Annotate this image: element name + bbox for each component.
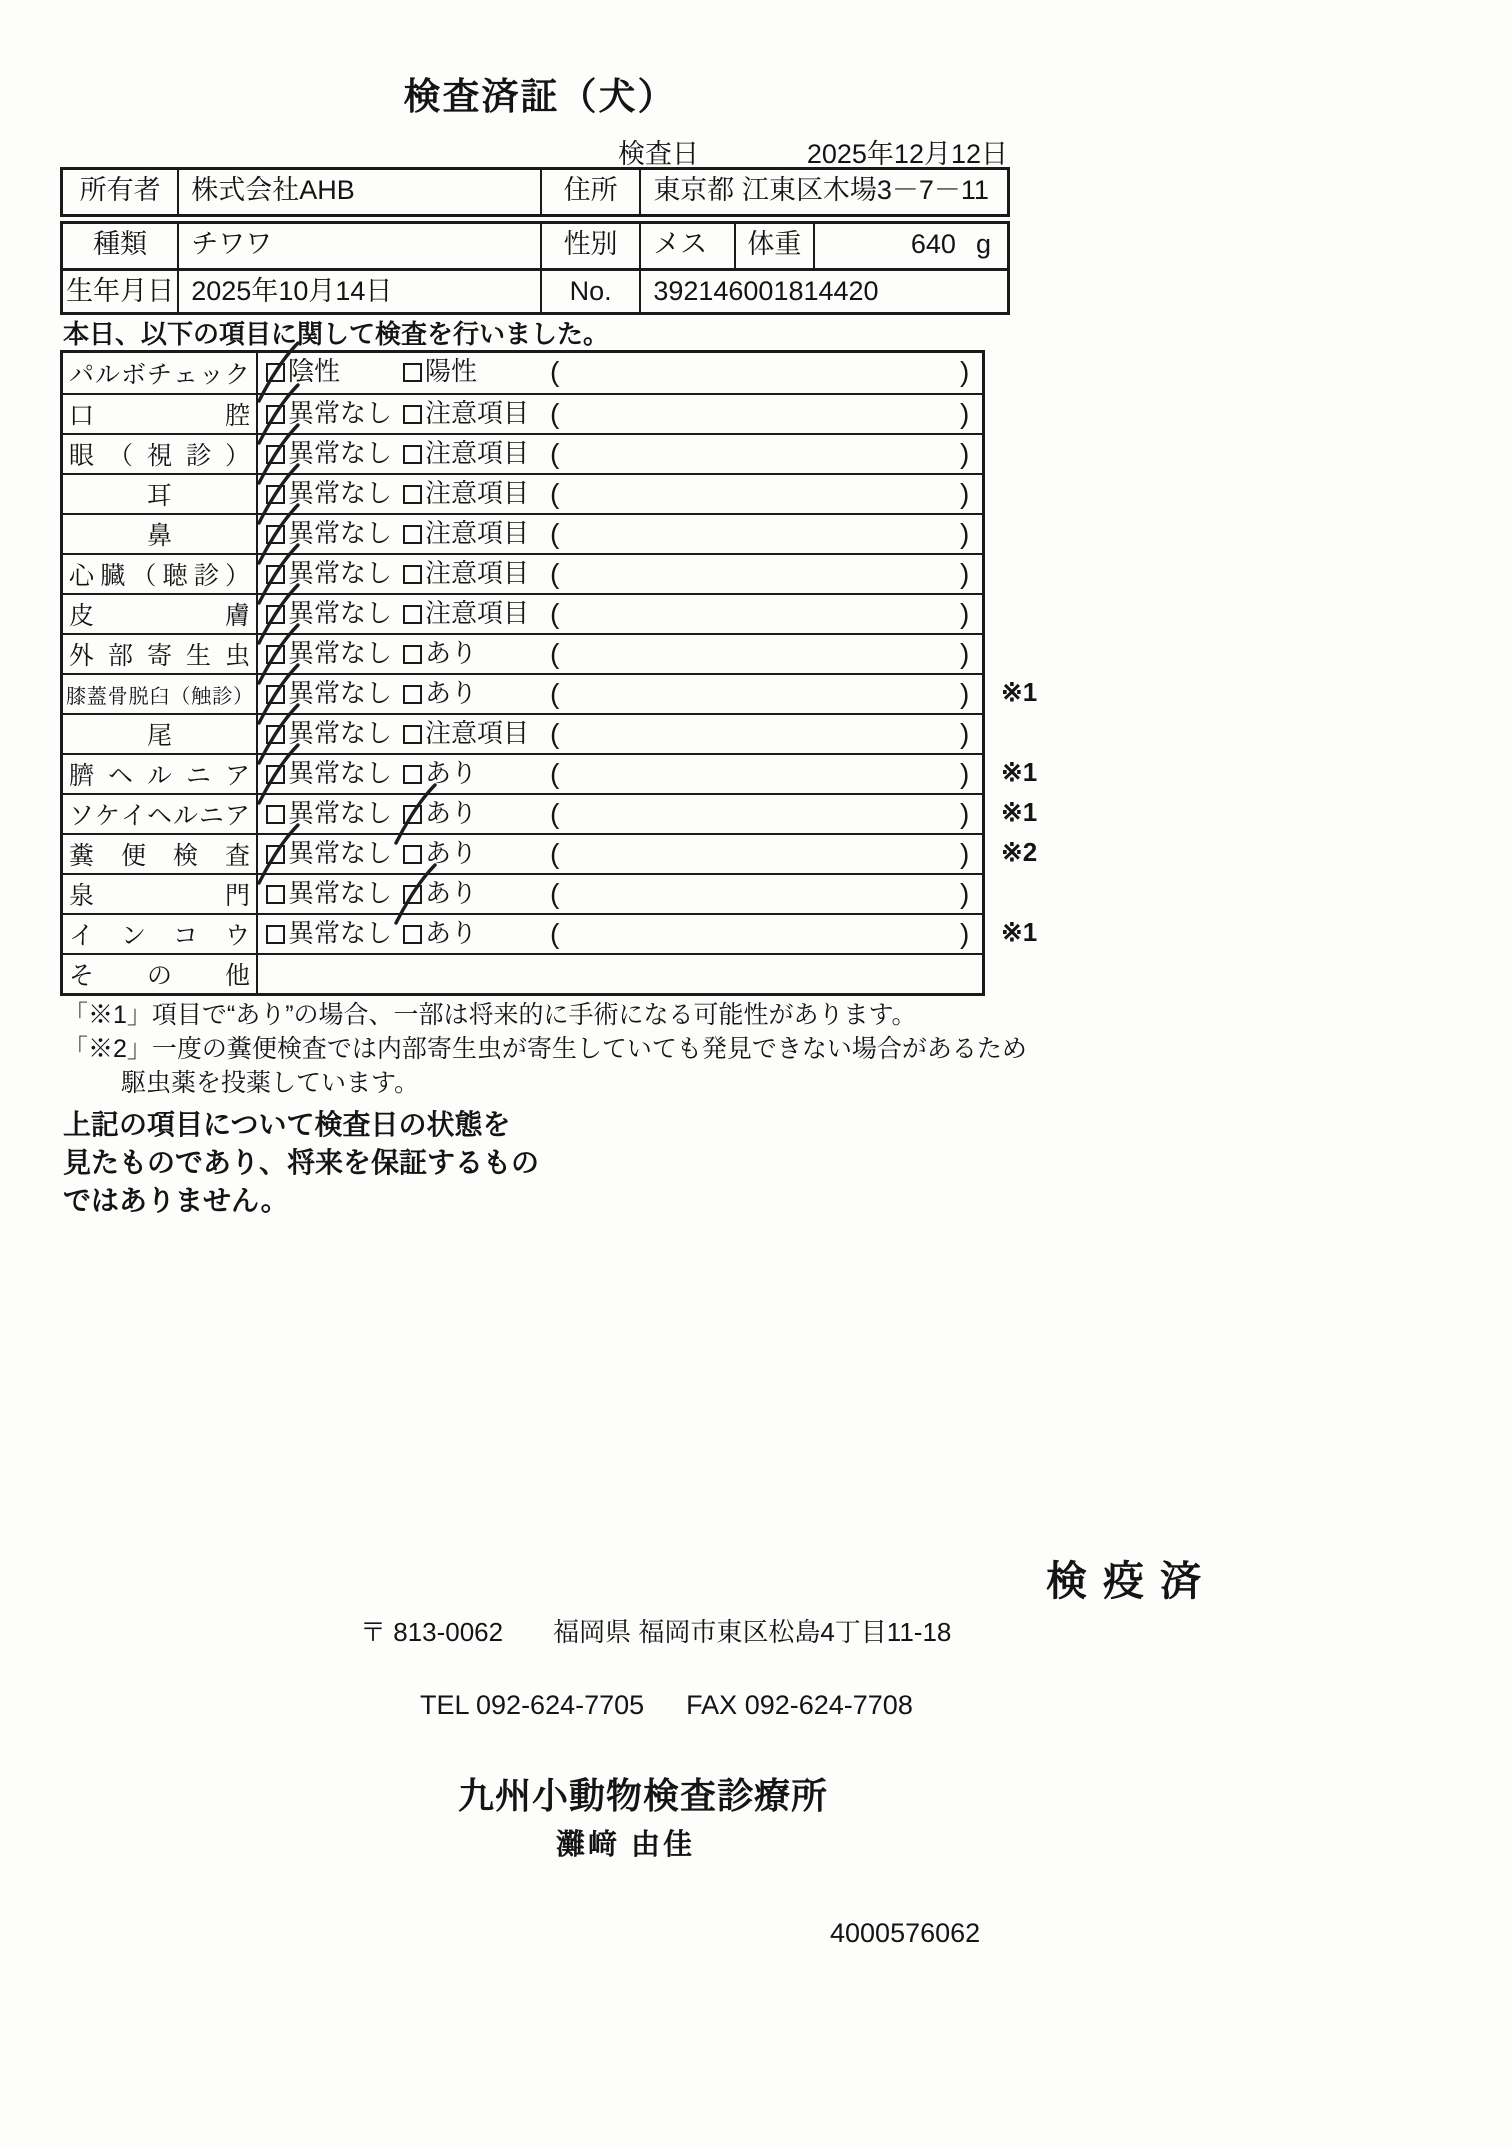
checklist-row [63, 913, 1038, 953]
result-option-1 [266, 675, 392, 712]
remarks-paren-open: ( [550, 598, 560, 629]
result-option-2-label: 陽性 [425, 356, 478, 386]
checklist-row [63, 873, 982, 913]
checklist-row-body [258, 475, 982, 513]
footnote-marker: ※1 [1001, 757, 1038, 787]
checkbox [266, 405, 285, 424]
checklist-row [63, 513, 982, 553]
result-option-1-label: 異常なし [288, 478, 393, 508]
remarks-paren-open: ( [550, 758, 560, 789]
result-option-2 [403, 635, 477, 672]
remarks-paren-close: ) [960, 838, 970, 869]
result-option-2-label: 注意項目 [425, 518, 530, 548]
result-option-2 [403, 875, 477, 912]
owner-label: 所有者 [79, 175, 161, 205]
checklist-row-body [258, 915, 982, 953]
checkbox [403, 845, 422, 864]
result-option-2 [403, 395, 529, 432]
checklist-row-body [258, 955, 982, 993]
remarks-paren-close: ) [960, 518, 970, 549]
checklist-item-label: 臍 ヘ ル ニ ア [63, 755, 258, 793]
remarks-paren-close: ) [960, 758, 970, 789]
page-title: 検査済証（犬） [403, 76, 677, 117]
result-option-1-label: 異常なし [288, 558, 393, 588]
checklist-row [63, 473, 982, 513]
disclaimer-block [63, 1106, 539, 1220]
checklist-row-body [258, 435, 982, 473]
result-option-1 [266, 595, 392, 632]
checkbox [403, 405, 422, 424]
checkbox [266, 565, 285, 584]
footnote-1: 「※1」項目で“あり”の場合、一部は将来的に手術になる可能性があります。 [63, 1001, 917, 1029]
remarks-paren-close: ) [960, 478, 970, 509]
checkbox [266, 925, 285, 944]
checklist-item-label: 外 部 寄 生 虫 [63, 635, 258, 673]
result-option-2 [403, 595, 529, 632]
result-option-1 [266, 915, 392, 952]
result-option-2-label: あり [425, 838, 478, 868]
remarks-paren-close: ) [960, 438, 970, 469]
result-option-1-label: 異常なし [288, 638, 393, 668]
owner-row [63, 170, 1007, 214]
checklist-row-body [258, 875, 982, 913]
checkbox [266, 845, 285, 864]
checklist-row-body [258, 635, 982, 673]
weight-value: 640 [910, 229, 956, 259]
document-number: 4000576062 [830, 1918, 981, 1948]
checkbox [403, 445, 422, 464]
checkbox [403, 605, 422, 624]
intro-sentence: 本日、以下の項目に関して検査を行いました。 [63, 319, 610, 349]
remarks-paren-open: ( [550, 718, 560, 749]
checkbox [403, 685, 422, 704]
checklist-row [63, 753, 1038, 793]
quarantine-done-stamp: 検疫済 [1046, 1558, 1217, 1604]
footnote-marker: ※1 [1001, 917, 1038, 947]
inspection-date-value: 2025年12月12日 [806, 139, 1008, 169]
checklist-item-label: パ ル ボ チ ェ ッ ク [63, 353, 258, 393]
checkbox [266, 645, 285, 664]
clinic-name: 九州小動物検査診療所 [458, 1775, 829, 1816]
result-option-1-label: 異常なし [288, 438, 393, 468]
remarks-paren-open: ( [550, 478, 560, 509]
result-option-2 [403, 715, 529, 752]
checklist-row-body [258, 715, 982, 753]
disclaimer-line-2: 見たものであり、将来を保証するもの [63, 1147, 540, 1178]
birthdate-label: 生年月日 [66, 276, 175, 306]
checklist-row [63, 433, 982, 473]
checklist-row [63, 593, 982, 633]
result-option-1-label: 異常なし [288, 878, 393, 908]
result-option-2 [403, 515, 529, 552]
checklist-row-body [258, 675, 982, 713]
result-option-2 [403, 353, 477, 390]
breed-row [63, 224, 1007, 268]
clinic-phone-line [420, 1690, 913, 1721]
remarks-paren-open: ( [550, 638, 560, 669]
result-option-1 [266, 635, 392, 672]
weight-label: 体重 [734, 224, 813, 268]
checkbox [266, 685, 285, 704]
checkbox [403, 805, 422, 824]
checklist-row [63, 353, 982, 393]
checkbox [266, 525, 285, 544]
result-option-2 [403, 915, 477, 952]
footnote-marker: ※1 [1001, 677, 1038, 707]
remarks-paren-close: ) [960, 678, 970, 709]
result-option-1-label: 陰性 [288, 356, 341, 386]
sex-label: 性別 [540, 224, 639, 268]
remarks-paren-close: ) [960, 798, 970, 829]
disclaimer-line-1: 上記の項目について検査日の状態を [63, 1109, 511, 1140]
result-option-2 [403, 675, 477, 712]
result-option-1-label: 異常なし [288, 718, 393, 748]
clinic-address-line [360, 1612, 951, 1649]
remarks-paren-open: ( [550, 838, 560, 869]
checkbox [403, 725, 422, 744]
checkbox [266, 485, 285, 504]
result-option-2-label: 注意項目 [425, 398, 530, 428]
dog-info-table [60, 221, 1010, 315]
result-option-1-label: 異常なし [288, 678, 393, 708]
checkbox [266, 725, 285, 744]
result-option-2 [403, 475, 529, 512]
remarks-paren-open: ( [550, 518, 560, 549]
checklist-row [63, 713, 982, 753]
address-value: 東京都 江東区木場3－7－11 [639, 170, 1007, 214]
fax-number: FAX 092-624-7708 [686, 1690, 913, 1720]
inspection-date-line [60, 132, 1010, 169]
checklist-row [63, 833, 1038, 873]
result-option-1-label: 異常なし [288, 798, 393, 828]
footnote-marker: ※1 [1001, 797, 1038, 827]
result-option-1-label: 異常なし [288, 838, 393, 868]
result-option-2-label: 注意項目 [425, 558, 530, 588]
checkbox [403, 565, 422, 584]
checklist-row-body [258, 795, 982, 833]
result-option-1 [266, 795, 392, 832]
result-option-2-label: あり [425, 798, 478, 828]
disclaimer-line-3: ではありません。 [63, 1185, 289, 1216]
birthdate-value: 2025年10月14日 [177, 271, 540, 312]
checklist-row-body [258, 395, 982, 433]
result-option-2-label: 注意項目 [425, 438, 530, 468]
result-option-2-label: あり [425, 758, 478, 788]
checklist-item-label: 泉 門 [63, 875, 258, 913]
checkbox [403, 645, 422, 664]
checklist-item-label: そ の 他 [63, 955, 258, 993]
remarks-paren-close: ) [960, 598, 970, 629]
owner-value: 株式会社AHB [177, 170, 540, 214]
result-option-2-label: あり [425, 878, 478, 908]
remarks-paren-open: ( [550, 918, 560, 949]
checklist-row [63, 393, 982, 433]
registration-no-value: 392146001814420 [639, 271, 1007, 312]
breed-label: 種類 [93, 229, 148, 259]
remarks-paren-close: ) [960, 718, 970, 749]
result-option-1 [266, 555, 392, 592]
footnote-marker: ※2 [1001, 837, 1038, 867]
checklist-item-label: 眼 （ 視 診 ） [63, 435, 258, 473]
checklist-item-label: 尾 [63, 715, 258, 753]
checkbox [403, 525, 422, 544]
checklist-row-body [258, 755, 982, 793]
remarks-paren-close: ) [960, 356, 970, 387]
checkbox [266, 605, 285, 624]
result-option-1 [266, 435, 392, 472]
result-option-2-label: 注意項目 [425, 598, 530, 628]
result-option-2 [403, 755, 477, 792]
result-option-2-label: あり [425, 678, 478, 708]
breed-value: チワワ [177, 224, 540, 268]
footnote-2-continued: 駆虫薬を投薬しています。 [121, 1069, 420, 1097]
result-option-2 [403, 795, 477, 832]
result-option-1 [266, 755, 392, 792]
checkbox [403, 363, 422, 382]
sex-value: メス [639, 224, 733, 268]
result-option-1-label: 異常なし [288, 518, 393, 548]
checkbox [266, 765, 285, 784]
result-option-1-label: 異常なし [288, 398, 393, 428]
clinic-address: 福岡県 福岡市東区松島4丁目11-18 [553, 1617, 952, 1647]
remarks-paren-close: ) [960, 638, 970, 669]
checklist-item-label: 糞 便 検 査 [63, 835, 258, 873]
checkbox [403, 765, 422, 784]
checkbox [266, 363, 285, 382]
checkbox [403, 885, 422, 904]
owner-table [60, 167, 1010, 217]
checklist-row [63, 793, 1038, 833]
checkbox [266, 805, 285, 824]
remarks-paren-open: ( [550, 398, 560, 429]
checklist-item-label: 鼻 [63, 515, 258, 553]
result-option-2 [403, 555, 529, 592]
tel-number: TEL 092-624-7705 [420, 1690, 645, 1720]
checklist-item-label: 耳 [63, 475, 258, 513]
checklist-row [63, 553, 982, 593]
result-option-1 [266, 395, 392, 432]
checklist-row [63, 953, 982, 993]
remarks-paren-open: ( [550, 878, 560, 909]
result-option-2 [403, 835, 477, 872]
birth-row [63, 268, 1007, 312]
weight-unit: g [975, 229, 991, 259]
result-option-1 [266, 475, 392, 512]
checklist-row [63, 673, 1038, 713]
inspection-checklist-table [60, 350, 1038, 996]
checkbox [403, 485, 422, 504]
result-option-1 [266, 715, 392, 752]
checklist-item-label: ソ ケ イ ヘ ル ニ ア [63, 795, 258, 833]
checklist-row-body [258, 353, 982, 393]
checklist-row [63, 633, 982, 673]
checklist-item-label: 心 臓 （ 聴 診 ） [63, 555, 258, 593]
postal-code: 〒 813-0062 [360, 1617, 504, 1647]
remarks-paren-close: ) [960, 878, 970, 909]
checkbox [403, 925, 422, 944]
remarks-paren-open: ( [550, 678, 560, 709]
result-option-1 [266, 875, 392, 912]
remarks-paren-open: ( [550, 558, 560, 589]
footnote-2: 「※2」一度の糞便検査では内部寄生虫が寄生していても発見できない場合があるため [63, 1035, 1027, 1063]
inspection-date-label: 検査日 [618, 139, 699, 169]
weight-value-cell [813, 224, 1007, 268]
checklist-item-label: 皮 膚 [63, 595, 258, 633]
examiner-name: 灘﨑 由佳 [556, 1829, 696, 1861]
checklist-row-body [258, 595, 982, 633]
checklist-item-label: 口 腔 [63, 395, 258, 433]
remarks-paren-open: ( [550, 356, 560, 387]
checklist-item-label: イ ン コ ウ [63, 915, 258, 953]
result-option-1-label: 異常なし [288, 918, 393, 948]
result-option-2-label: あり [425, 638, 478, 668]
result-option-2-label: 注意項目 [425, 478, 530, 508]
checklist-row-body [258, 555, 982, 593]
result-option-1-label: 異常なし [288, 758, 393, 788]
checklist-row-body [258, 515, 982, 553]
result-option-1 [266, 353, 340, 390]
checklist-row-body [258, 835, 982, 873]
registration-no-label: No. [540, 271, 639, 312]
result-option-2-label: あり [425, 918, 478, 948]
footnotes-block [63, 998, 1027, 1100]
checkbox [266, 445, 285, 464]
result-option-1 [266, 515, 392, 552]
remarks-paren-close: ) [960, 398, 970, 429]
checkbox [266, 885, 285, 904]
remarks-paren-close: ) [960, 558, 970, 589]
result-option-2-label: 注意項目 [425, 718, 530, 748]
remarks-paren-close: ) [960, 918, 970, 949]
remarks-paren-open: ( [550, 798, 560, 829]
address-label: 住所 [540, 170, 639, 214]
result-option-1-label: 異常なし [288, 598, 393, 628]
remarks-paren-open: ( [550, 438, 560, 469]
result-option-1 [266, 835, 392, 872]
checklist-item-label: 膝 蓋 骨 脱 臼 （ 触 診 ） [63, 675, 258, 713]
result-option-2 [403, 435, 529, 472]
